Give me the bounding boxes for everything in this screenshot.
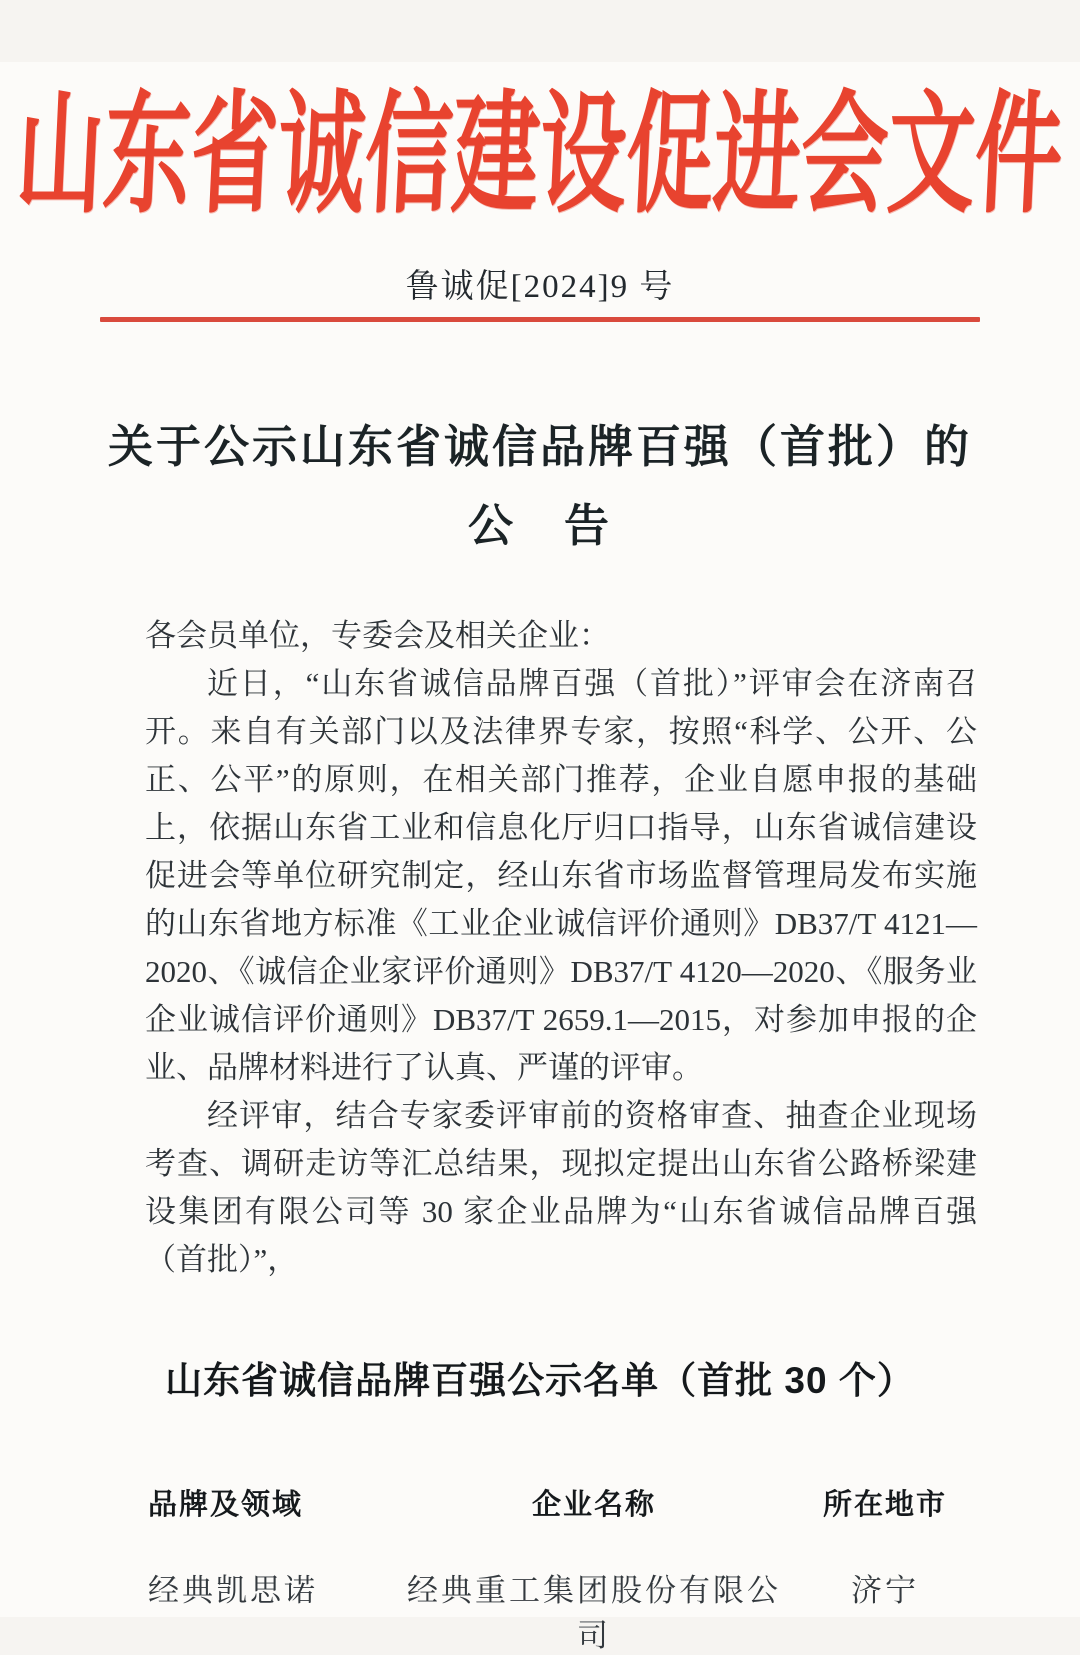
table-header-cell-1: 企业名称 bbox=[531, 1489, 656, 1521]
table-header-row bbox=[148, 1482, 980, 1523]
table-header-cell-0: 品牌及领域 bbox=[148, 1489, 304, 1521]
table-row-0 bbox=[148, 1565, 980, 1655]
document-title-line2: 公 告 bbox=[467, 501, 612, 551]
list-heading: 山东省诚信品牌百强公示名单（首批 30 个） bbox=[165, 1360, 915, 1401]
table-header-cell-2: 所在地市 bbox=[822, 1489, 947, 1521]
body-paragraph-0: 各会员单位，专委会及相关企业： bbox=[145, 618, 610, 653]
doc-number: 鲁诚促[2024]9 号 bbox=[405, 269, 675, 305]
table-header-row bbox=[148, 1482, 980, 1523]
document-page bbox=[0, 62, 1080, 1653]
body-paragraph-1: 近日，“山东省诚信品牌百强（首批）”评审会在济南召开。来自有关部门以及法律界专家，按照“科学、公开、公正、公平”的原则，在相关部门推荐，企业自愿申报的基础上，依据山东省工业和信息化厅归口指导，山东省诚信建设促进会等单位研究制定，经山东省市场监督管理局发布实施的山东省地方标准《工业企业诚信评价通则》DB37/T 4121—2020、《诚信企业家评价通则》DB37/T 4120—2020、《服务业企业诚信评价通则》DB37/T 2659.1—2015，对参加申报的企业、品牌材料进行了认真、严谨的评审。 bbox=[145, 666, 977, 1085]
document-title-line1: 关于公示山东省诚信品牌百强（首批）的 bbox=[107, 422, 972, 472]
body-paragraph-2: 经评审，结合专家委评审前的资格审查、抽查企业现场考查、调研走访等汇总结果，现拟定提出山东省公路桥梁建设集团有限公司等 30 家企业品牌为“山东省诚信品牌百强（首批）”， bbox=[145, 1098, 977, 1277]
brand-list-table bbox=[148, 1482, 980, 1655]
table-cell-0-2: 济宁 bbox=[851, 1573, 919, 1608]
agency-header bbox=[0, 62, 1080, 229]
table-body bbox=[148, 1565, 980, 1655]
red-divider-rule bbox=[100, 317, 980, 322]
body-text bbox=[145, 612, 977, 1284]
table-cell-0-0: 经典凯思诺 bbox=[148, 1573, 318, 1608]
table-cell-0-1: 经典重工集团股份有限公司 bbox=[407, 1573, 781, 1653]
agency-header-title: 山东省诚信建设促进会文件 bbox=[13, 82, 1066, 229]
